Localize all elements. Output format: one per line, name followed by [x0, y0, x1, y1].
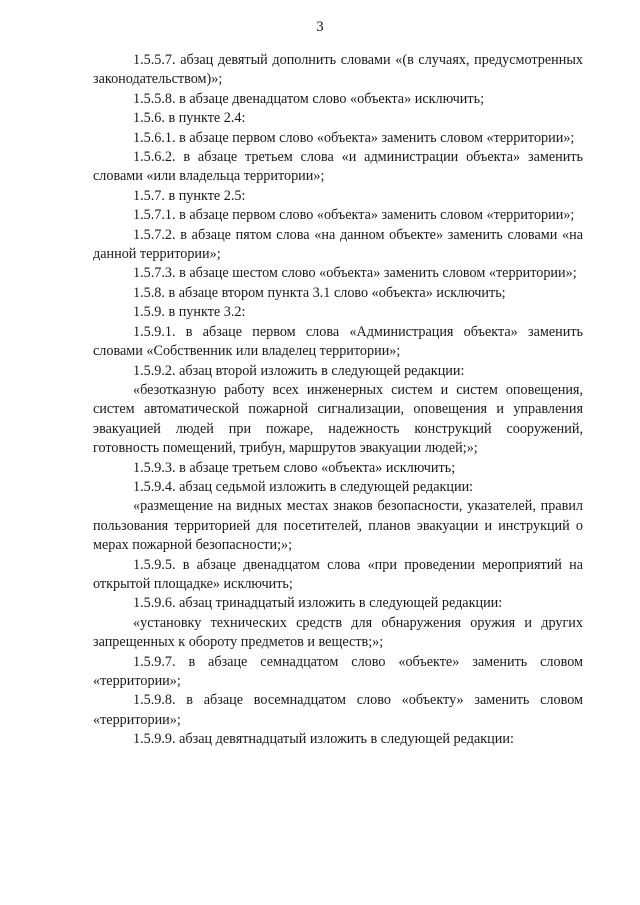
- paragraph-1-5-7-1: 1.5.7.1. в абзаце первом слово «объекта» заменить словом «территории»;: [133, 207, 575, 224]
- paragraph-1-5-9-5: 1.5.9.5. в абзаце двенадцатом слова «при проведении мероприятий на открытой площадке» исключить;: [93, 556, 583, 592]
- paragraph-1-5-8: 1.5.8. в абзаце втором пункта 3.1 слово «объекта» исключить;: [133, 284, 506, 301]
- paragraph-1-5-9: 1.5.9. в пункте 3.2:: [133, 304, 246, 321]
- document-body: [93, 51, 583, 750]
- paragraph-1-5-9-3: 1.5.9.3. в абзаце третьем слово «объекта» исключить;: [133, 459, 456, 476]
- paragraph-1-5-7: 1.5.7. в пункте 2.5:: [133, 187, 246, 204]
- page-number: 3: [316, 19, 324, 35]
- paragraph-1-5-9-4: 1.5.9.4. абзац седьмой изложить в следующей редакции:: [133, 478, 474, 495]
- paragraph-1-5-5-7: 1.5.5.7. абзац девятый дополнить словами «(в случаях, предусмотренных законодательством)»;: [93, 52, 583, 88]
- paragraph-1-5-6: 1.5.6. в пункте 2.4:: [133, 110, 246, 127]
- paragraph-1-5-9-8: 1.5.9.8. в абзаце восемнадцатом слово «объекту» заменить словом «территории»;: [93, 692, 583, 728]
- quoted-text-paragraph: «безотказную работу всех инженерных систем и систем оповещения, систем автоматической пожарной сигнализации, оповещения и управления эвакуацией людей при пожаре, надежность конструкций сооружений, готовность помещений, трибун, маршрутов эвакуации людей;»;: [93, 381, 583, 457]
- paragraph-1-5-9-7: 1.5.9.7. в абзаце семнадцатом слово «объекте» заменить словом «территории»;: [93, 653, 583, 689]
- paragraph-1-5-9-2: 1.5.9.2. абзац второй изложить в следующей редакции:: [133, 362, 465, 379]
- paragraph-1-5-7-3: 1.5.7.3. в абзаце шестом слово «объекта» заменить словом «территории»;: [133, 265, 577, 282]
- paragraph-1-5-9-9: 1.5.9.9. абзац девятнадцатый изложить в следующей редакции:: [133, 731, 514, 748]
- quoted-text-paragraph: «размещение на видных местах знаков безопасности, указателей, правил пользования территорией для посетителей, планов эвакуации и инструкций о мерах пожарной безопасности;»;: [93, 498, 583, 554]
- paragraph-1-5-6-1: 1.5.6.1. в абзаце первом слово «объекта» заменить словом «территории»;: [133, 129, 575, 146]
- paragraph-1-5-7-2: 1.5.7.2. в абзаце пятом слова «на данном объекте» заменить словами «на данной территории»;: [93, 226, 583, 263]
- paragraph-1-5-9-1: 1.5.9.1. в абзаце первом слова «Администрация объекта» заменить словами «Собственник или владелец территории»;: [93, 323, 583, 360]
- quoted-text-paragraph: «установку технических средств для обнаружения оружия и других запрещенных к обороту предметов и веществ;»;: [93, 614, 583, 651]
- paragraph-1-5-5-8: 1.5.5.8. в абзаце двенадцатом слово «объекта» исключить;: [133, 90, 485, 107]
- paragraph-1-5-9-6: 1.5.9.6. абзац тринадцатый изложить в следующей редакции:: [133, 595, 503, 612]
- paragraph-1-5-6-2: 1.5.6.2. в абзаце третьем слова «и администрации объекта» заменить словами «или владельца территории»;: [93, 149, 583, 185]
